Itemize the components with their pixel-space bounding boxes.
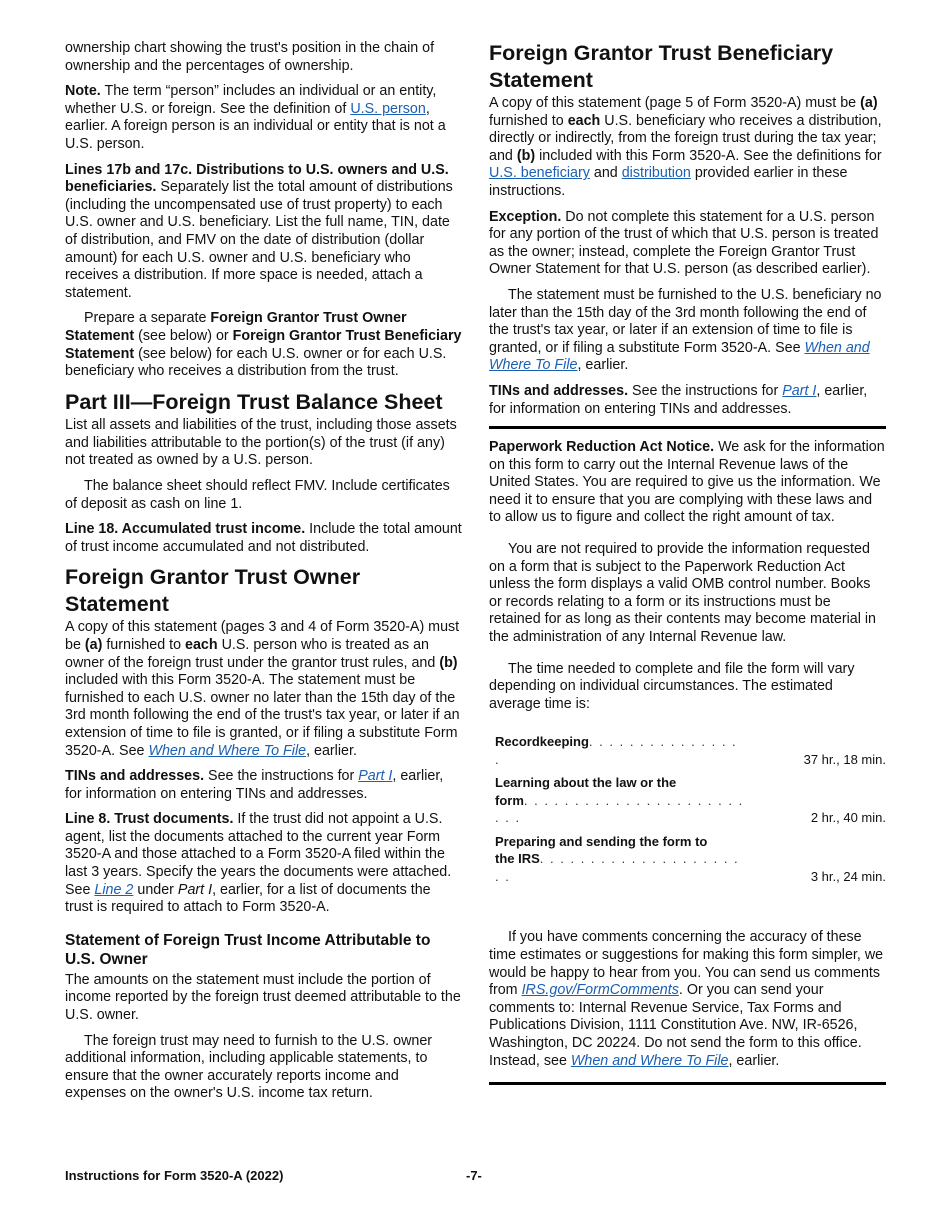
note-paragraph [65,83,462,153]
time-row-label: form [495,792,524,808]
beneficiary-paragraph [489,95,886,201]
ben-bold-a: (a) [860,95,878,111]
ben-text-3: U.S. beneficiary who receives a distribution, directly or indirectly, from the foreign trust during the tax year; and [489,112,882,164]
line-2-link[interactable]: Line 2 [94,881,134,898]
exception-text: Do not complete this statement for a U.S. person for any portion of the trust of which that U.S. person is treated as the owner; instead, complete the Foreign Grantor Trust Owner Statement for that U.S. person (as described earlier). [489,208,879,278]
pra-paragraph-3: The time needed to complete and file the form will vary depending on individual circumstances. The estimated average time is: [489,660,855,712]
when-where-link[interactable]: When and Where To File [148,742,307,759]
furnish-text: The statement must be furnished to the U.S. beneficiary no later than the 15th day of the 3rd month following the end of the trust's tax year, or later if an extension of time to file is granted, or if filing a substitute Form 3520-A. See [489,286,882,356]
page-number: -7- [466,1168,482,1183]
line18-paragraph [65,521,462,556]
owner-statement-paragraph [65,619,462,760]
prepare-bold-beneficiary: Foreign Grantor Trust Beneficiary Statement [65,327,462,362]
bottom-divider [489,1082,886,1085]
beneficiary-statement-heading: Foreign Grantor Trust Beneficiary Statement [489,41,834,92]
time-row [489,774,886,827]
prepare-text-2: (see below) or [134,327,233,344]
comments-text-2: . Or you can send your comments to: Internal Revenue Service, Tax Forms and Publications Division, 1111 Constitution Ave. NW, IR-6526, Washington, DC 20224. Do not send the form to this office. Instead, see [489,982,862,1069]
line18-text: Include the total amount of trust income accumulated and not distributed. [65,521,462,555]
time-row-label: the IRS [495,851,540,867]
prepare-text-3: (see below) for each U.S. owner or for each U.S. beneficiary who receives a distribution from the trust. [65,345,447,380]
line8-text-2: under [133,881,178,898]
part3-paragraph-1: List all assets and liabilities of the trust, including those assets and liabilities attributable to the portion(s) of the trust (if any) not treated as owned by a U.S. person. [65,417,457,469]
lines17-heading: Lines 17b and 17c. Distributions to U.S. owners and U.S. beneficiaries. [65,161,449,196]
leader-dots: . . . . . . . . . . . . . . . . [495,734,738,767]
owner-text-5: , earlier. [306,742,357,759]
exception-paragraph [489,209,886,279]
part-i-link[interactable]: Part I [358,768,393,785]
line8-text: If the trust did not appoint a U.S. agent, list the documents attached to the current year Form 3520-A and those attached to a Form 3520-A filed within the last 3 years. Specify the years the documents were attached. See [65,811,452,898]
us-beneficiary-link[interactable]: U.S. beneficiary [489,165,590,182]
left-column [65,40,462,1111]
prepare-text: Prepare a separate [84,310,211,327]
part3-paragraph-2: The balance sheet should reflect FMV. Include certificates of deposit as cash on line 1. [65,477,450,512]
tins-text: See the instructions for [204,768,359,785]
tins-paragraph [65,768,462,803]
note-text: The term “person” includes an individual or an entity, whether U.S. or foreign. See the definition of [65,83,437,117]
lines17-text: Separately list the total amount of distributions (including the uncompensated use of trust property) to each U.S. owner and U.S. beneficiary. List the full name, TIN, date of distribution, and FMV on the date of distribution (dollar amount) for each U.S. owner and U.S. beneficiary who receives a distribution. If more space is needed, attach a statement. [65,179,453,301]
line8-paragraph [65,811,462,917]
time-row-label-line1: Learning about the law or the [495,775,677,791]
leader-dots: . . . . . . . . . . . . . . . . . . . . . . . . . [495,792,744,826]
owner-text-4: included with this Form 3520-A. The statement must be furnished to each U.S. owner no later than the 15th day of the 3rd month following the end of the trust's tax year, or later if an extension of time to file is granted, or if filing a substitute Form 3520-A. See [65,672,460,759]
prepare-bold-owner: Foreign Grantor Trust Owner Statement [65,310,407,344]
section-divider [489,426,886,429]
time-row-label: Recordkeeping [495,734,589,750]
comments-text: If you have comments concerning the accuracy of these time estimates or suggestions for making this form simpler, we would be happy to hear from you. You can send us comments from [489,929,884,999]
tins-paragraph-right [489,383,886,418]
owner-statement-heading: Foreign Grantor Trust Owner Statement [65,565,361,616]
footer-form-title: Instructions for Form 3520-A (2022) [65,1168,284,1183]
leader-dots: . . . . . . . . . . . . . . . . . . . . . . [495,851,740,884]
pra-paragraph [489,439,886,527]
ben-text-4: included with this Form 3520-A. See the definitions for [535,147,882,164]
us-person-link[interactable]: U.S. person [350,100,426,117]
owner-text-3: U.S. person who is treated as an owner of the foreign trust under the grantor trust rules, and [65,636,440,671]
tins-text-right-end: , earlier, for information on entering TINs and addresses. [489,382,868,417]
owner-bold-each: each [185,636,218,653]
furnish-paragraph [489,287,886,375]
when-where-link-3[interactable]: When and Where To File [570,1052,729,1069]
statement-income-paragraph-2: The foreign trust may need to furnish to the U.S. owner additional information, including applicable statements, to ensure that the owner accurately reports income and expenses on the owner's U.S. income tax return. [65,1032,433,1102]
tins-heading-right: TINs and addresses. [489,382,629,399]
time-row-value: 37 hr., 18 min. [803,751,886,767]
time-row-value: 3 hr., 24 min. [810,868,886,884]
time-row-value: 2 hr., 40 min. [810,810,886,826]
line8-heading: Line 8. Trust documents. [65,811,234,828]
ben-text-2: furnished to [489,112,568,129]
ben-text-5: and [589,165,622,182]
owner-bold-a: (a) [84,636,103,653]
time-row-label-line1: Preparing and sending the form to [495,833,708,849]
prepare-paragraph [65,310,462,380]
owner-bold-b: (b) [439,654,458,671]
time-row [489,733,886,768]
ben-bold-each: each [567,112,601,129]
comments-text-3: , earlier. [728,1052,780,1069]
part3-heading: Part III—Foreign Trust Balance Sheet [65,389,443,414]
lines17-paragraph [65,162,462,303]
ben-bold-b: (b) [516,147,536,164]
furnish-text-end: , earlier. [577,357,629,374]
time-estimate-table [489,733,886,885]
right-column [489,40,886,1078]
ben-text-1: A copy of this statement (page 5 of Form 3520-A) must be [489,95,861,111]
owner-text-1: A copy of this statement (pages 3 and 4 of Form 3520-A) must be [65,619,460,653]
tins-text-right: See the instructions for [628,382,783,399]
ben-text-6: provided earlier in these instructions. [489,165,848,199]
when-where-link-2[interactable]: When and Where To File [489,339,870,374]
statement-income-paragraph-1: The amounts on the statement must include the portion of income reported by the foreign trust deemed attributable to the U.S. owner. [65,971,461,1024]
line8-text-3: , earlier, for a list of documents the trust is required to attach to Form 3520-A. [65,881,431,916]
pra-heading: Paperwork Reduction Act Notice. [489,439,715,456]
part-i-italic: Part I [177,881,213,898]
part-i-link-right[interactable]: Part I [782,382,817,399]
tins-heading: TINs and addresses. [65,768,205,785]
owner-text-2: furnished to [102,636,186,653]
statement-income-heading: Statement of Foreign Trust Income Attributable to U.S. Owner [65,931,431,969]
time-row [489,833,886,886]
pra-text: We ask for the information on this form to carry out the Internal Revenue laws of the United States. You are required to give us the information. We need it to ensure that you are complying with these laws and to allow us to figure and collect the right amount of tax. [489,439,885,526]
note-text-end: , earlier. A foreign person is an individual or entity that is not a U.S. person. [65,100,446,152]
exception-heading: Exception. [489,208,562,225]
line18-heading: Line 18. Accumulated trust income. [65,521,306,538]
irs-formcomments-link[interactable]: IRS.gov/FormComments [521,982,679,999]
intro-paragraph: ownership chart showing the trust's position in the chain of ownership and the percentages of ownership. [65,40,435,74]
note-heading: Note. [65,83,101,100]
distribution-link[interactable]: distribution [621,165,691,182]
comments-paragraph [489,929,886,1070]
pra-paragraph-2: You are not required to provide the information requested on a form that is subject to the Paperwork Reduction Act unless the form displays a valid OMB control number. Books or records relating to a form or its instructions must be retained for as long as their contents may become material in the administration of any Internal Revenue law. [489,541,877,646]
tins-text-end: , earlier, for information on entering TINs and addresses. [65,768,444,802]
